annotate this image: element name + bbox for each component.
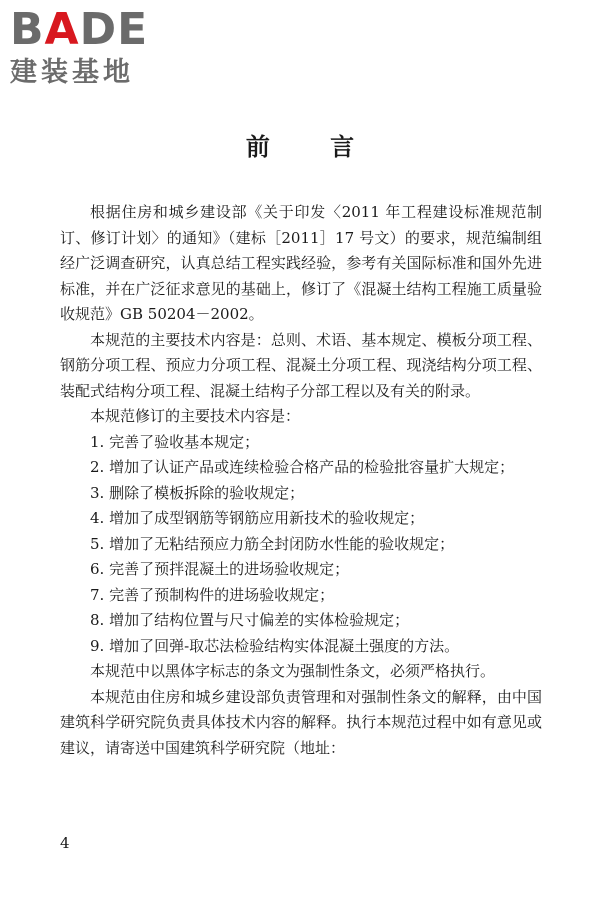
list-item: 5. 增加了无粘结预应力筋全封闭防水性能的验收规定； (90, 534, 455, 553)
watermark-latin (10, 6, 180, 54)
list-item: 7. 完善了预制构件的进场验收规定； (90, 585, 335, 604)
paragraph-background: 根据住房和城乡建设部《关于印发〈2011 年工程建设标准规范制订、修订计划〉的通知》（建标［2011］17 号文）的要求，规范编制组经广泛调查研究，认真总结工程实践经验，参考有关国际标准和国外先进标准，并在广泛征求意见的基础上，修订了《混凝土结构工程施工质量验收规范》GB 50204－2002。 (60, 203, 542, 323)
list-item: 4. 增加了成型钢筋等钢筋应用新技术的验收规定； (90, 509, 425, 527)
watermark-logo (10, 6, 180, 90)
watermark-latin-prefix: B (10, 4, 45, 55)
list-item: 6. 完善了预拌混凝土的进场验收规定； (90, 560, 350, 578)
paragraph-main-content: 本规范的主要技术内容是：总则、术语、基本规定、模板分项工程、钢筋分项工程、预应力分项工程、混凝土分项工程、现浇结构分项工程、装配式结构分项工程、混凝土结构子分部工程以及有关的附录。 (60, 330, 542, 400)
list-item: 1. 完善了验收基本规定； (90, 432, 260, 451)
page-number: 4 (60, 834, 70, 852)
paragraph-management: 本规范由住房和城乡建设部负责管理和对强制性条文的解释，由中国建筑科学研究院负责具体技术内容的解释。执行本规范过程中如有意见或建议，请寄送中国建筑科学研究院（地址： (60, 687, 542, 757)
watermark-latin-suffix: DE (79, 4, 149, 55)
body-text (60, 200, 542, 761)
page-title: 前 言 (245, 132, 381, 161)
list-item: 9. 增加了回弹-取芯法检验结构实体混凝土强度的方法。 (90, 636, 460, 655)
paragraph-mandatory-clauses: 本规范中以黑体字标志的条文为强制性条文，必须严格执行。 (90, 662, 496, 680)
paragraph-revision-intro: 本规范修订的主要技术内容是： (90, 407, 301, 425)
revision-list (60, 430, 542, 660)
watermark-latin-accent: A (44, 4, 80, 55)
list-item: 8. 增加了结构位置与尺寸偏差的实体检验规定； (90, 611, 410, 629)
list-item: 2. 增加了认证产品或连续检验合格产品的检验批容量扩大规定； (90, 458, 515, 476)
list-item: 3. 删除了模板拆除的验收规定； (90, 483, 305, 502)
watermark-cjk: 建装基地 (10, 57, 134, 88)
